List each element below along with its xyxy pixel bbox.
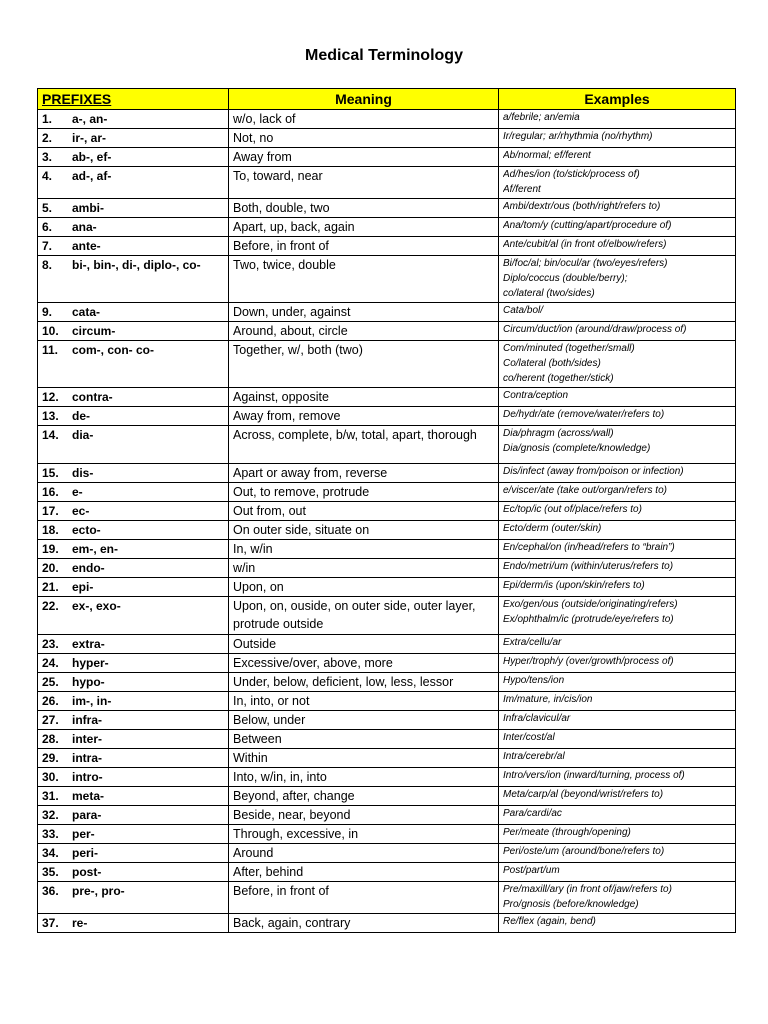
meaning-cell: Beyond, after, change <box>229 787 499 806</box>
prefixes-column-header: PREFIXES <box>38 89 229 110</box>
examples-cell <box>499 407 736 426</box>
example-line: co/lateral (two/sides) <box>503 288 595 299</box>
prefix-cell <box>38 237 229 256</box>
examples-cell <box>499 914 736 933</box>
prefix-text: im-, in- <box>72 694 112 708</box>
meaning-cell: w/in <box>229 559 499 578</box>
table-row <box>38 110 736 129</box>
prefix-text: bi-, bin-, di-, diplo-, co- <box>72 258 201 272</box>
examples-cell <box>499 303 736 322</box>
prefix-text: hyper- <box>72 656 109 670</box>
table-row <box>38 502 736 521</box>
table-row <box>38 148 736 167</box>
meaning-cell: Away from <box>229 148 499 167</box>
row-number: 6. <box>42 220 53 234</box>
row-number: 2. <box>42 131 53 145</box>
prefix-cell <box>38 673 229 692</box>
example-line: Intra/cerebr/al <box>503 751 565 762</box>
table-row <box>38 768 736 787</box>
prefix-cell <box>38 483 229 502</box>
row-number: 3. <box>42 150 53 164</box>
prefix-text: ex-, exo- <box>72 599 121 613</box>
examples-cell <box>499 129 736 148</box>
examples-cell <box>499 635 736 654</box>
table-row <box>38 635 736 654</box>
row-number: 10. <box>42 324 59 338</box>
examples-cell <box>499 711 736 730</box>
prefix-cell <box>38 502 229 521</box>
example-line: Epi/derm/is (upon/skin/refers to) <box>503 580 645 591</box>
examples-cell <box>499 540 736 559</box>
meaning-cell: On outer side, situate on <box>229 521 499 540</box>
meaning-cell: Together, w/, both (two) <box>229 341 499 388</box>
table-row <box>38 199 736 218</box>
prefix-cell <box>38 256 229 303</box>
example-line: a/febrile; an/emia <box>503 112 580 123</box>
examples-cell <box>499 426 736 464</box>
example-line: De/hydr/ate (remove/water/refers to) <box>503 409 665 420</box>
example-line: Af/ferent <box>503 184 541 195</box>
row-number: 16. <box>42 485 59 499</box>
meaning-cell: w/o, lack of <box>229 110 499 129</box>
meaning-column-header: Meaning <box>229 89 499 110</box>
meaning-cell: Around, about, circle <box>229 322 499 341</box>
table-body <box>38 110 736 933</box>
example-line: Cata/bol/ <box>503 305 544 316</box>
examples-cell <box>499 825 736 844</box>
example-line: Com/minuted (together/small) <box>503 343 635 354</box>
prefix-text: hypo- <box>72 675 105 689</box>
table-row <box>38 844 736 863</box>
example-line: Im/mature, in/cis/ion <box>503 694 593 705</box>
example-line: Extra/cellu/ar <box>503 637 562 648</box>
examples-cell <box>499 148 736 167</box>
row-number: 34. <box>42 846 59 860</box>
table-row <box>38 303 736 322</box>
prefix-text: infra- <box>72 713 102 727</box>
prefix-text: em-, en- <box>72 542 119 556</box>
prefix-text: intra- <box>72 751 102 765</box>
prefix-cell <box>38 303 229 322</box>
row-number: 19. <box>42 542 59 556</box>
meaning-cell: Through, excessive, in <box>229 825 499 844</box>
table-row <box>38 129 736 148</box>
prefix-cell <box>38 749 229 768</box>
prefix-cell <box>38 540 229 559</box>
example-line: Ir/regular; ar/rhythmia (no/rhythm) <box>503 131 653 142</box>
row-number: 37. <box>42 916 59 930</box>
row-number: 9. <box>42 305 53 319</box>
examples-cell <box>499 578 736 597</box>
prefix-cell <box>38 521 229 540</box>
row-number: 5. <box>42 201 53 215</box>
prefix-cell <box>38 199 229 218</box>
prefix-text: e- <box>72 485 83 499</box>
prefix-text: peri- <box>72 846 99 860</box>
examples-cell <box>499 237 736 256</box>
row-number: 22. <box>42 599 59 613</box>
prefix-text: post- <box>72 865 102 879</box>
prefix-text: meta- <box>72 789 105 803</box>
row-number: 18. <box>42 523 59 537</box>
prefix-text: epi- <box>72 580 94 594</box>
prefix-text: ad-, af- <box>72 169 112 183</box>
table-row <box>38 483 736 502</box>
prefix-text: ab-, ef- <box>72 150 112 164</box>
table-row <box>38 914 736 933</box>
meaning-cell: Into, w/in, in, into <box>229 768 499 787</box>
examples-cell <box>499 844 736 863</box>
prefix-cell <box>38 863 229 882</box>
table-row <box>38 597 736 635</box>
prefix-cell <box>38 844 229 863</box>
examples-cell <box>499 654 736 673</box>
prefix-cell <box>38 148 229 167</box>
example-line: Peri/oste/um (around/bone/refers to) <box>503 846 665 857</box>
example-line: Dia/phragm (across/wall) <box>503 428 614 439</box>
example-line: Ad/hes/ion (to/stick/process of) <box>503 169 640 180</box>
table-row <box>38 711 736 730</box>
example-line: Per/meate (through/opening) <box>503 827 631 838</box>
example-line: Hyper/troph/y (over/growth/process of) <box>503 656 674 667</box>
prefix-text: para- <box>72 808 102 822</box>
prefix-cell <box>38 692 229 711</box>
row-number: 32. <box>42 808 59 822</box>
meaning-cell: After, behind <box>229 863 499 882</box>
prefix-cell <box>38 110 229 129</box>
example-line: Inter/cost/al <box>503 732 555 743</box>
row-number: 25. <box>42 675 59 689</box>
prefix-cell <box>38 218 229 237</box>
examples-cell <box>499 322 736 341</box>
table-row <box>38 540 736 559</box>
example-line: Hypo/tens/ion <box>503 675 565 686</box>
table-row <box>38 388 736 407</box>
examples-cell <box>499 483 736 502</box>
meaning-cell: Before, in front of <box>229 882 499 914</box>
prefix-text: inter- <box>72 732 102 746</box>
example-line: e/viscer/ate (take out/organ/refers to) <box>503 485 667 496</box>
row-number: 33. <box>42 827 59 841</box>
table-row <box>38 654 736 673</box>
meaning-cell: Between <box>229 730 499 749</box>
prefix-text: contra- <box>72 390 113 404</box>
example-line: Post/part/um <box>503 865 560 876</box>
row-number: 21. <box>42 580 59 594</box>
examples-cell <box>499 256 736 303</box>
example-line: Infra/clavicul/ar <box>503 713 571 724</box>
prefix-text: dis- <box>72 466 94 480</box>
meaning-cell: Outside <box>229 635 499 654</box>
example-line: Ambi/dextr/ous (both/right/refers to) <box>503 201 661 212</box>
table-row <box>38 882 736 914</box>
header-row <box>38 89 736 110</box>
row-number: 1. <box>42 112 53 126</box>
prefix-text: de- <box>72 409 90 423</box>
prefix-cell <box>38 129 229 148</box>
table-row <box>38 787 736 806</box>
table-row <box>38 825 736 844</box>
example-line: Endo/metri/um (within/uterus/refers to) <box>503 561 674 572</box>
row-number: 12. <box>42 390 59 404</box>
example-line: Exo/gen/ous (outside/originating/refers) <box>503 599 678 610</box>
prefix-cell <box>38 407 229 426</box>
meaning-cell: Out from, out <box>229 502 499 521</box>
prefix-cell <box>38 914 229 933</box>
prefix-cell <box>38 654 229 673</box>
row-number: 7. <box>42 239 53 253</box>
examples-cell <box>499 521 736 540</box>
prefix-text: com-, con- co- <box>72 343 155 357</box>
examples-cell <box>499 199 736 218</box>
table-row <box>38 730 736 749</box>
meaning-cell: Both, double, two <box>229 199 499 218</box>
table-row <box>38 521 736 540</box>
prefix-cell <box>38 787 229 806</box>
prefix-cell <box>38 426 229 464</box>
example-line: Para/cardi/ac <box>503 808 562 819</box>
examples-cell <box>499 787 736 806</box>
prefix-cell <box>38 635 229 654</box>
example-line: Ecto/derm (outer/skin) <box>503 523 602 534</box>
example-line: Dis/infect (away from/poison or infection) <box>503 466 684 477</box>
row-number: 13. <box>42 409 59 423</box>
example-line: En/cephal/on (in/head/refers to “brain”) <box>503 542 675 553</box>
table-header <box>38 89 736 110</box>
row-number: 29. <box>42 751 59 765</box>
row-number: 4. <box>42 169 53 183</box>
table-row <box>38 218 736 237</box>
prefix-cell <box>38 806 229 825</box>
examples-cell <box>499 464 736 483</box>
examples-cell <box>499 673 736 692</box>
meaning-cell: In, into, or not <box>229 692 499 711</box>
table-row <box>38 256 736 303</box>
meaning-cell: Upon, on <box>229 578 499 597</box>
prefix-text: ec- <box>72 504 90 518</box>
prefix-cell <box>38 322 229 341</box>
meaning-cell: Around <box>229 844 499 863</box>
meaning-cell: Two, twice, double <box>229 256 499 303</box>
meaning-cell: Under, below, deficient, low, less, lessor <box>229 673 499 692</box>
prefix-text: a-, an- <box>72 112 108 126</box>
meaning-cell: Away from, remove <box>229 407 499 426</box>
table-row <box>38 692 736 711</box>
row-number: 36. <box>42 884 59 898</box>
prefix-cell <box>38 882 229 914</box>
row-number: 20. <box>42 561 59 575</box>
example-line: co/herent (together/stick) <box>503 373 614 384</box>
prefix-cell <box>38 768 229 787</box>
meaning-cell: Upon, on, ouside, on outer side, outer layer, protrude outside <box>229 597 499 635</box>
examples-cell <box>499 388 736 407</box>
example-line: Circum/duct/ion (around/draw/process of) <box>503 324 687 335</box>
table-row <box>38 341 736 388</box>
meaning-cell: Down, under, against <box>229 303 499 322</box>
prefix-cell <box>38 388 229 407</box>
examples-cell <box>499 597 736 635</box>
meaning-cell: Against, opposite <box>229 388 499 407</box>
example-line: Dia/gnosis (complete/knowledge) <box>503 443 651 454</box>
example-line: Ab/normal; ef/ferent <box>503 150 591 161</box>
table-row <box>38 673 736 692</box>
prefix-text: intro- <box>72 770 103 784</box>
prefix-text: ambi- <box>72 201 105 215</box>
meaning-cell: Excessive/over, above, more <box>229 654 499 673</box>
examples-cell <box>499 730 736 749</box>
examples-cell <box>499 502 736 521</box>
example-line: Bi/foc/al; bin/ocul/ar (two/eyes/refers) <box>503 258 668 269</box>
meaning-cell: Apart, up, back, again <box>229 218 499 237</box>
prefix-cell <box>38 464 229 483</box>
row-number: 8. <box>42 258 53 272</box>
prefix-text: dia- <box>72 428 94 442</box>
example-line: Re/flex (again, bend) <box>503 916 596 927</box>
prefix-cell <box>38 597 229 635</box>
meaning-cell: Before, in front of <box>229 237 499 256</box>
prefix-text: endo- <box>72 561 105 575</box>
row-number: 30. <box>42 770 59 784</box>
table-row <box>38 749 736 768</box>
examples-column-header: Examples <box>499 89 736 110</box>
row-number: 28. <box>42 732 59 746</box>
row-number: 31. <box>42 789 59 803</box>
meaning-cell: Apart or away from, reverse <box>229 464 499 483</box>
examples-cell <box>499 218 736 237</box>
prefix-text: cata- <box>72 305 101 319</box>
meaning-cell: In, w/in <box>229 540 499 559</box>
meaning-cell: Beside, near, beyond <box>229 806 499 825</box>
row-number: 24. <box>42 656 59 670</box>
examples-cell <box>499 882 736 914</box>
table-row <box>38 464 736 483</box>
examples-cell <box>499 768 736 787</box>
example-line: Intro/vers/ion (inward/turning, process of) <box>503 770 685 781</box>
table-row <box>38 426 736 464</box>
examples-cell <box>499 167 736 199</box>
meaning-cell: Below, under <box>229 711 499 730</box>
examples-cell <box>499 110 736 129</box>
prefix-text: ana- <box>72 220 97 234</box>
row-number: 26. <box>42 694 59 708</box>
prefix-text: circum- <box>72 324 116 338</box>
table-row <box>38 322 736 341</box>
prefix-cell <box>38 341 229 388</box>
meaning-cell: Back, again, contrary <box>229 914 499 933</box>
table-row <box>38 407 736 426</box>
examples-cell <box>499 559 736 578</box>
terminology-table <box>37 88 736 933</box>
row-number: 27. <box>42 713 59 727</box>
prefix-cell <box>38 578 229 597</box>
table-row <box>38 806 736 825</box>
row-number: 14. <box>42 428 59 442</box>
meaning-cell: Across, complete, b/w, total, apart, thorough <box>229 426 499 464</box>
prefix-cell <box>38 167 229 199</box>
table-row <box>38 863 736 882</box>
example-line: Ana/tom/y (cutting/apart/procedure of) <box>503 220 672 231</box>
example-line: Meta/carp/al (beyond/wrist/refers to) <box>503 789 664 800</box>
prefix-cell <box>38 711 229 730</box>
table-row <box>38 167 736 199</box>
row-number: 11. <box>42 343 59 357</box>
prefix-text: pre-, pro- <box>72 884 125 898</box>
row-number: 23. <box>42 637 59 651</box>
meaning-cell: To, toward, near <box>229 167 499 199</box>
prefix-text: per- <box>72 827 95 841</box>
table-row <box>38 578 736 597</box>
example-line: Ec/top/ic (out of/place/refers to) <box>503 504 642 515</box>
prefix-text: extra- <box>72 637 105 651</box>
row-number: 35. <box>42 865 59 879</box>
example-line: Pro/gnosis (before/knowledge) <box>503 899 639 910</box>
prefix-text: re- <box>72 916 88 930</box>
example-line: Pre/maxill/ary (in front of/jaw/refers to) <box>503 884 672 895</box>
meaning-cell: Out, to remove, protrude <box>229 483 499 502</box>
example-line: Diplo/coccus (double/berry); <box>503 273 628 284</box>
example-line: Contra/ception <box>503 390 569 401</box>
prefix-text: ante- <box>72 239 101 253</box>
prefix-cell <box>38 559 229 578</box>
meaning-cell: Within <box>229 749 499 768</box>
examples-cell <box>499 749 736 768</box>
example-line: Ante/cubit/al (in front of/elbow/refers) <box>503 239 667 250</box>
prefix-text: ecto- <box>72 523 101 537</box>
examples-cell <box>499 863 736 882</box>
examples-cell <box>499 806 736 825</box>
page-title: Medical Terminology <box>305 47 463 64</box>
meaning-cell: Not, no <box>229 129 499 148</box>
examples-cell <box>499 692 736 711</box>
table-row <box>38 237 736 256</box>
prefix-text: ir-, ar- <box>72 131 107 145</box>
example-line: Ex/ophthalm/ic (protrude/eye/refers to) <box>503 614 674 625</box>
row-number: 15. <box>42 466 59 480</box>
prefix-cell <box>38 730 229 749</box>
table-row <box>38 559 736 578</box>
row-number: 17. <box>42 504 59 518</box>
example-line: Co/lateral (both/sides) <box>503 358 601 369</box>
prefix-cell <box>38 825 229 844</box>
examples-cell <box>499 341 736 388</box>
